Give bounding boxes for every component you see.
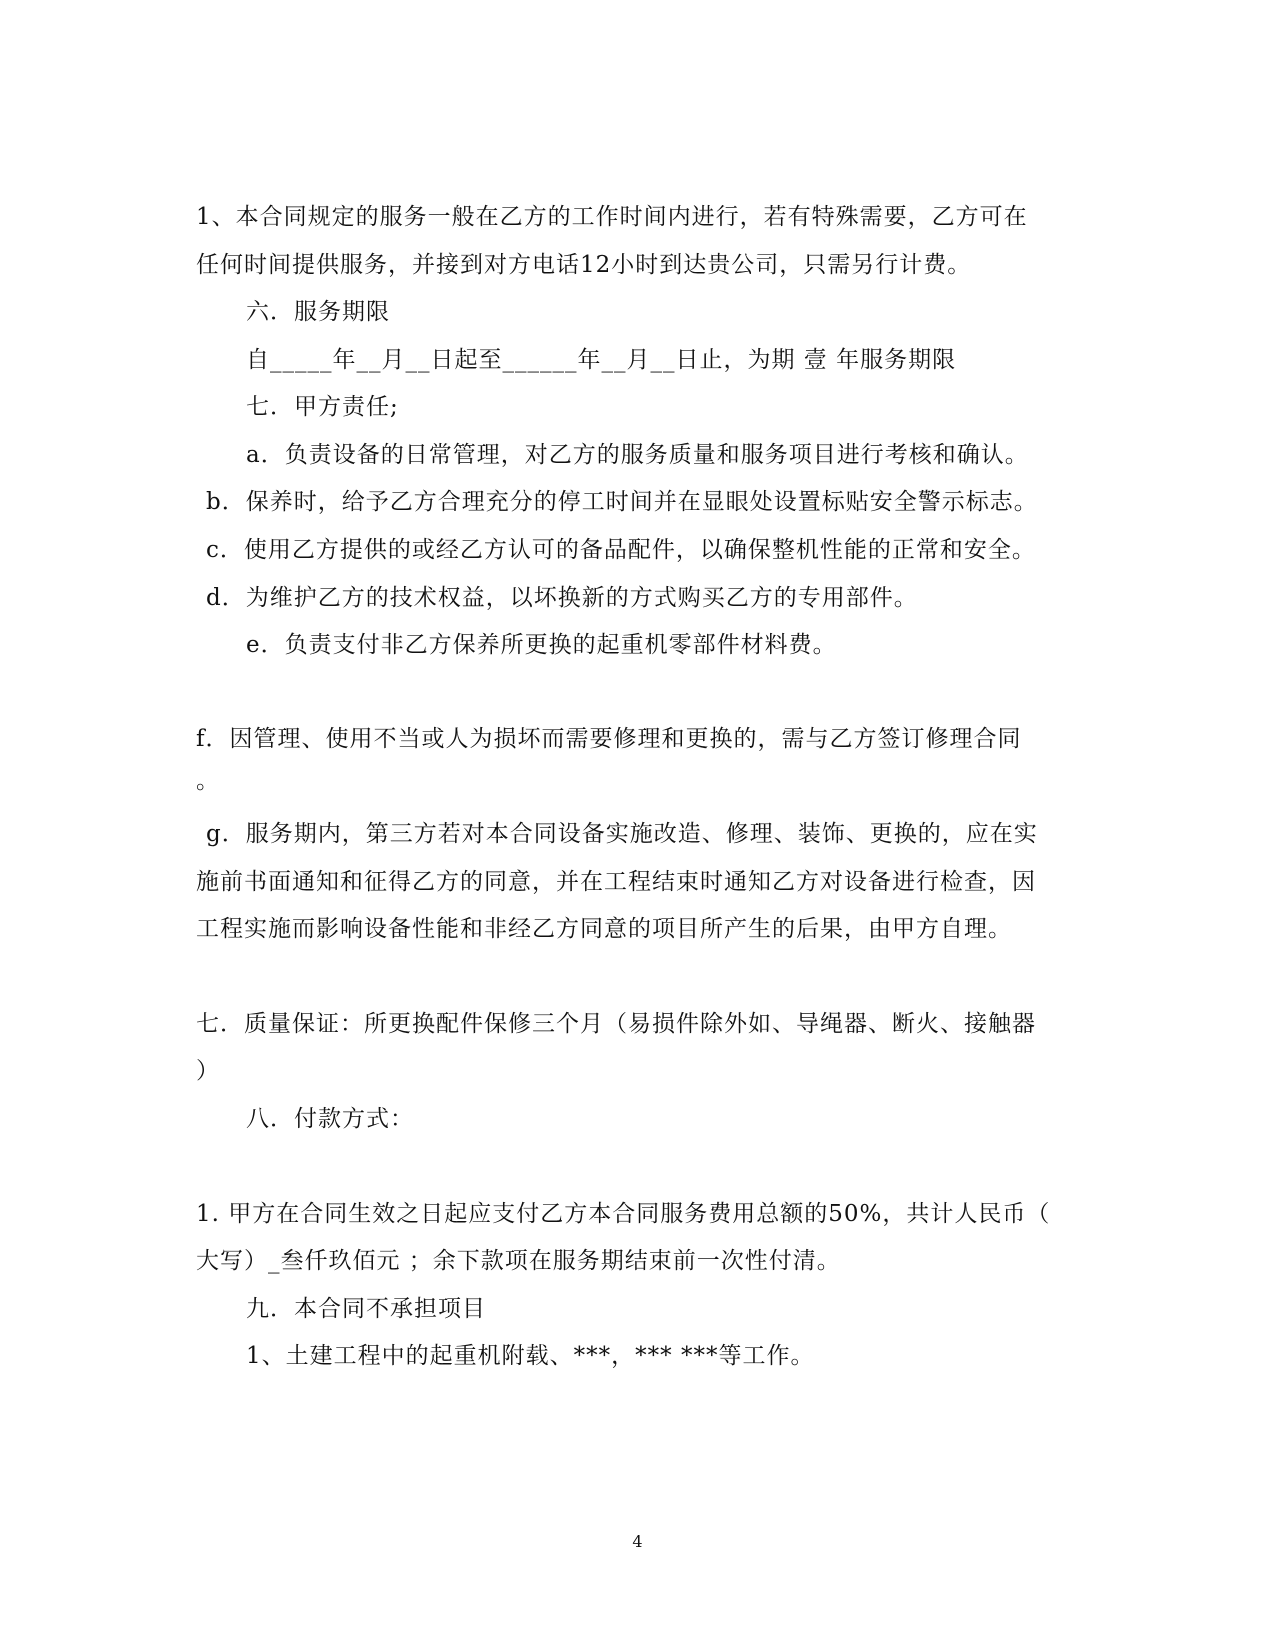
- quality-guarantee-line-1: 七．质量保证：所更换配件保修三个月（易损件除外如、导绳器、断火、接触器: [196, 1011, 1036, 1037]
- heading-service-period: 六．服务期限: [246, 299, 390, 325]
- payment-item-1-line-2: 大写）_叁仟玖佰元 ；余下款项在服务期结束前一次性付清。: [196, 1248, 841, 1274]
- responsibility-item-b: b．保养时，给予乙方合理充分的停工时间并在显眼处设置标贴安全警示标志。: [206, 489, 1038, 515]
- heading-payment-method: 八．付款方式：: [246, 1106, 414, 1132]
- responsibility-item-a: a．负责设备的日常管理，对乙方的服务质量和服务项目进行考核和确认。: [246, 442, 1029, 468]
- excluded-item-1: 1、土建工程中的起重机附载、***，*** ***等工作。: [246, 1343, 815, 1369]
- responsibility-item-d: d．为维护乙方的技术权益，以坏换新的方式购买乙方的专用部件。: [206, 585, 918, 611]
- paragraph-service-hours-line-1: 1、本合同规定的服务一般在乙方的工作时间内进行，若有特殊需要，乙方可在: [196, 204, 1028, 230]
- responsibility-item-c: c．使用乙方提供的或经乙方认可的备品配件，以确保整机性能的正常和安全。: [206, 537, 1036, 563]
- service-period-dates: 自_____年__月__日起至______年__月__日止，为期 壹 年服务期限: [246, 347, 957, 373]
- responsibility-item-f-line-1: f．因管理、使用不当或人为损坏而需要修理和更换的，需与乙方签订修理合同: [196, 726, 1022, 752]
- responsibility-item-f-line-2: 。: [196, 768, 220, 794]
- payment-item-1-line-1: 1. 甲方在合同生效之日起应支付乙方本合同服务费用总额的50%，共计人民币（: [196, 1201, 1051, 1227]
- quality-guarantee-line-2: ）: [196, 1058, 220, 1084]
- responsibility-item-g-line-2: 施前书面通知和征得乙方的同意，并在工程结束时通知乙方对设备进行检查，因: [196, 869, 1036, 895]
- responsibility-item-g-line-3: 工程实施而影响设备性能和非经乙方同意的项目所产生的后果，由甲方自理。: [196, 916, 1012, 942]
- heading-excluded-items: 九．本合同不承担项目: [246, 1296, 486, 1322]
- responsibility-item-g-line-1: g．服务期内，第三方若对本合同设备实施改造、修理、装饰、更换的，应在实: [206, 821, 1038, 847]
- heading-party-a-responsibilities: 七．甲方责任;: [246, 394, 399, 420]
- page-number: 4: [632, 1532, 643, 1551]
- paragraph-service-hours-line-2: 任何时间提供服务，并接到对方电话12小时到达贵公司，只需另行计费。: [196, 252, 972, 278]
- responsibility-item-e: e．负责支付非乙方保养所更换的起重机零部件材料费。: [246, 632, 837, 658]
